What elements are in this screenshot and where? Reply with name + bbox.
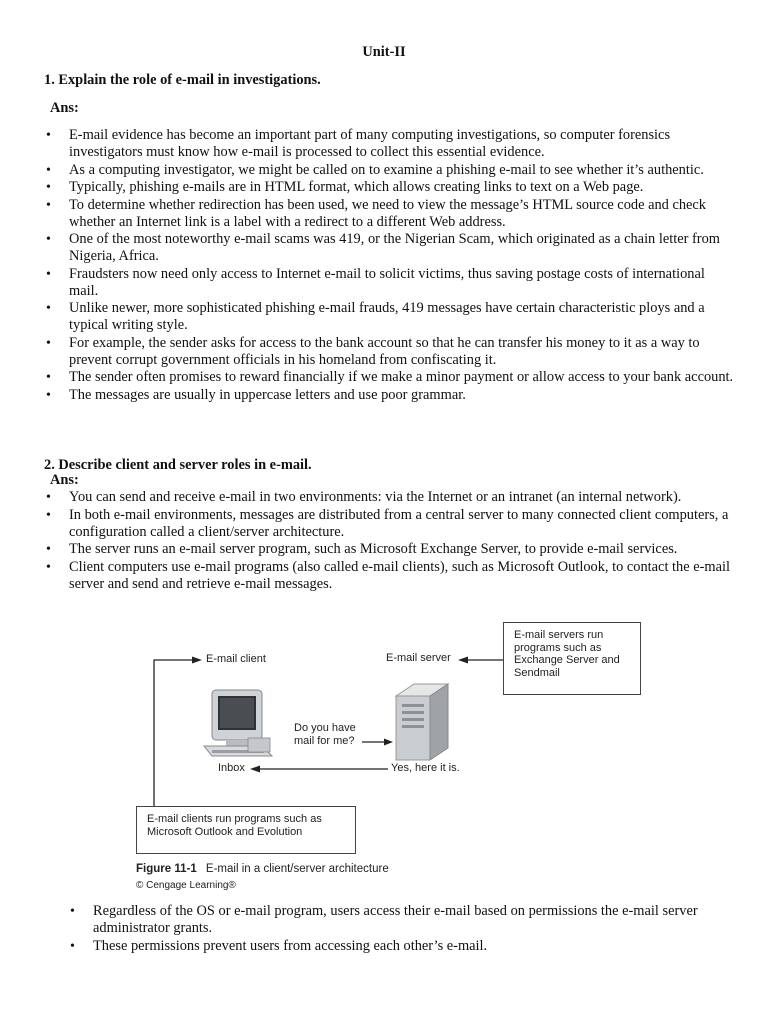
answer-1-list <box>44 127 734 404</box>
list-item: • These permissions prevent users from accessing each other’s e-mail. <box>68 938 728 955</box>
question-2-heading: 2. Describe client and server roles in e-mail. <box>44 457 312 473</box>
list-item: • Fraudsters now need only access to Internet e-mail to solicit victims, thus saving postage costs of international mail. <box>44 266 734 300</box>
client-server-figure <box>130 618 650 898</box>
client-note-box: E-mail clients run programs such as Microsoft Outlook and Evolution <box>136 806 356 854</box>
question-1-heading: 1. Explain the role of e-mail in investigations. <box>44 72 321 88</box>
list-item: • The sender often promises to reward financially if we make a minor payment or allow access to your bank account. <box>44 369 734 386</box>
answer-2-label: Ans: <box>50 472 79 488</box>
answer-2-list-continued <box>68 903 728 955</box>
request-question-label: Do you have mail for me? <box>294 722 356 747</box>
server-note-box: E-mail servers run programs such as Exchange Server and Sendmail <box>503 622 641 695</box>
list-item: • Regardless of the OS or e-mail program, users access their e-mail based on permissions the e-mail server administrator grants. <box>68 903 728 937</box>
figure-caption <box>136 863 389 875</box>
list-item: • One of the most noteworthy e-mail scams was 419, or the Nigerian Scam, which originated as a chain letter from Nigeria, Africa. <box>44 231 734 265</box>
server-tower-icon <box>396 684 448 760</box>
list-item: • Typically, phishing e-mails are in HTML format, which allows creating links to text on a Web page. <box>44 179 734 196</box>
client-computer-icon <box>204 690 272 756</box>
list-item: • As a computing investigator, we might be called on to examine a phishing e-mail to see whether it’s authentic. <box>44 162 734 179</box>
list-item: • In both e-mail environments, messages are distributed from a central server to many connected client computers, a configuration called a client/server architecture. <box>44 507 744 541</box>
figure-caption-text: E-mail in a client/server architecture <box>205 863 389 875</box>
arrow-head-icon <box>192 657 202 664</box>
list-item: • The messages are usually in uppercase letters and use poor grammar. <box>44 387 734 404</box>
arrow-head-icon <box>458 657 468 664</box>
answer-1-label: Ans: <box>50 100 79 116</box>
list-item: • Unlike newer, more sophisticated phishing e-mail frauds, 419 messages have certain characteristic ploys and a typical writing style. <box>44 300 734 334</box>
unit-title: Unit-II <box>362 44 406 60</box>
figure-number: Figure 11-1 <box>136 863 197 875</box>
figure-credit: © Cengage Learning® <box>136 880 236 891</box>
email-server-label: E-mail server <box>386 652 451 664</box>
list-item: • E-mail evidence has become an important part of many computing investigations, so computer forensics investigators must know how e-mail is processed to collect this essential evidence. <box>44 127 734 161</box>
client-connector-line <box>154 660 194 808</box>
email-client-label: E-mail client <box>206 653 266 665</box>
answer-2-list <box>44 489 744 593</box>
list-item: • Client computers use e-mail programs (also called e-mail clients), such as Microsoft Outlook, to contact the e-mail server and send and retrieve e-mail messages. <box>44 559 744 593</box>
list-item: • You can send and receive e-mail in two environments: via the Internet or an intranet (an internal network). <box>44 489 744 506</box>
list-item: • The server runs an e-mail server program, such as Microsoft Exchange Server, to provide e-mail services. <box>44 541 744 558</box>
arrow-head-icon <box>384 739 393 746</box>
list-item: • For example, the sender asks for access to the bank account so that he can transfer his money to it as a way to prevent corrupt government officials in his homeland from confiscating it. <box>44 335 734 369</box>
inbox-label: Inbox <box>218 762 245 774</box>
arrow-head-icon <box>250 766 260 773</box>
list-item: • To determine whether redirection has been used, we need to view the message’s HTML source code and check whether an Internet link is a label with a redirect to a different Web address. <box>44 197 734 231</box>
reply-label: Yes, here it is. <box>391 762 460 774</box>
